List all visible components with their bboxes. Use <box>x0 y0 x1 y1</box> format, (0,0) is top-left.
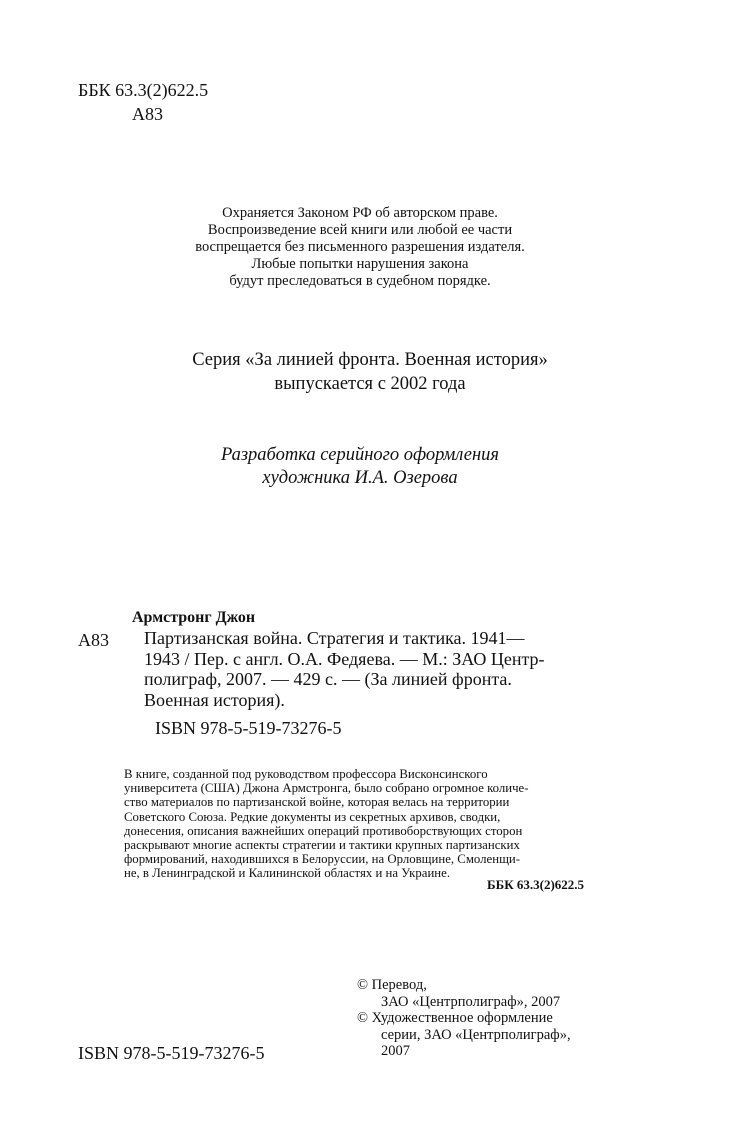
description-line: Военная история). <box>144 689 285 710</box>
copyright-line: 2007 <box>381 1043 410 1059</box>
series-info <box>100 348 640 396</box>
bbk-header <box>78 78 208 126</box>
abstract-line: не, в Ленинградской и Калининской областях и на Украине. <box>124 866 451 881</box>
copyright-line: © Художественное оформление <box>357 1010 553 1026</box>
abstract-line: раскрывают многие аспекты стратегии и тактики крупных партизанских <box>124 838 520 853</box>
copyright-line: © Перевод, <box>357 977 427 993</box>
copyright-line: серии, ЗАО «Центрполиграф», <box>381 1026 571 1043</box>
bbk-footer-code: ББК 63.3(2)622.5 <box>487 877 585 892</box>
bbk-code: ББК 63.3(2)622.5 <box>78 80 209 100</box>
abstract-line: ство материалов по партизанской войне, которая велась на территории <box>124 795 510 810</box>
design-line: Разработка серийного оформления <box>220 445 500 465</box>
copyright-notice <box>120 205 600 290</box>
series-line: Серия «За линией фронта. Военная история» <box>192 350 548 370</box>
notice-line: будут преследоваться в судебном порядке. <box>229 273 491 289</box>
catalog-index: А83 <box>78 630 109 650</box>
abstract-line: университета (США) Джона Армстронга, было собрано огромное количе- <box>124 781 529 796</box>
catalog-isbn: ISBN 978-5-519-73276-5 <box>155 718 342 738</box>
abstract-line: В книге, созданной под руководством профессора Висконсинского <box>124 767 488 781</box>
notice-line: Охраняется Законом РФ об авторском праве. <box>222 205 498 221</box>
series-line: выпускается с 2002 года <box>274 374 466 394</box>
abstract-line: донесения, описания важнейших операций противоборствующих сторон <box>124 823 523 838</box>
isbn-footer: ISBN 978-5-519-73276-5 <box>78 1043 265 1063</box>
abstract-line: Советского Союза. Редкие документы из секретных архивов, сводки, <box>124 809 501 824</box>
description-line: полиграф, 2007. — 429 с. — (За линией фронта. <box>144 669 512 689</box>
notice-line: воспрещается без письменного разрешения издателя. <box>195 239 525 255</box>
abstract-line: формирований, находившихся в Белоруссии, на Орловщине, Смоленщи- <box>124 852 521 867</box>
abstract <box>124 767 620 881</box>
copyright-holders <box>357 977 571 1060</box>
description-line: 1943 / Пер. с англ. О.А. Федяева. — М.: ЗАО Центр- <box>144 648 545 669</box>
notice-line: Любые попытки нарушения закона <box>251 256 469 272</box>
catalog-description <box>144 628 620 710</box>
description-line: Партизанская война. Стратегия и тактика. 1941— <box>144 628 525 648</box>
notice-line: Воспроизведение всей книги или любой ее части <box>207 222 513 238</box>
copyright-line: ЗАО «Центрполиграф», 2007 <box>381 993 561 1010</box>
author-mark: А83 <box>132 104 163 124</box>
design-credit <box>100 444 620 490</box>
design-line: художника И.А. Озерова <box>262 468 458 488</box>
catalog-author: Армстронг Джон <box>132 609 256 626</box>
